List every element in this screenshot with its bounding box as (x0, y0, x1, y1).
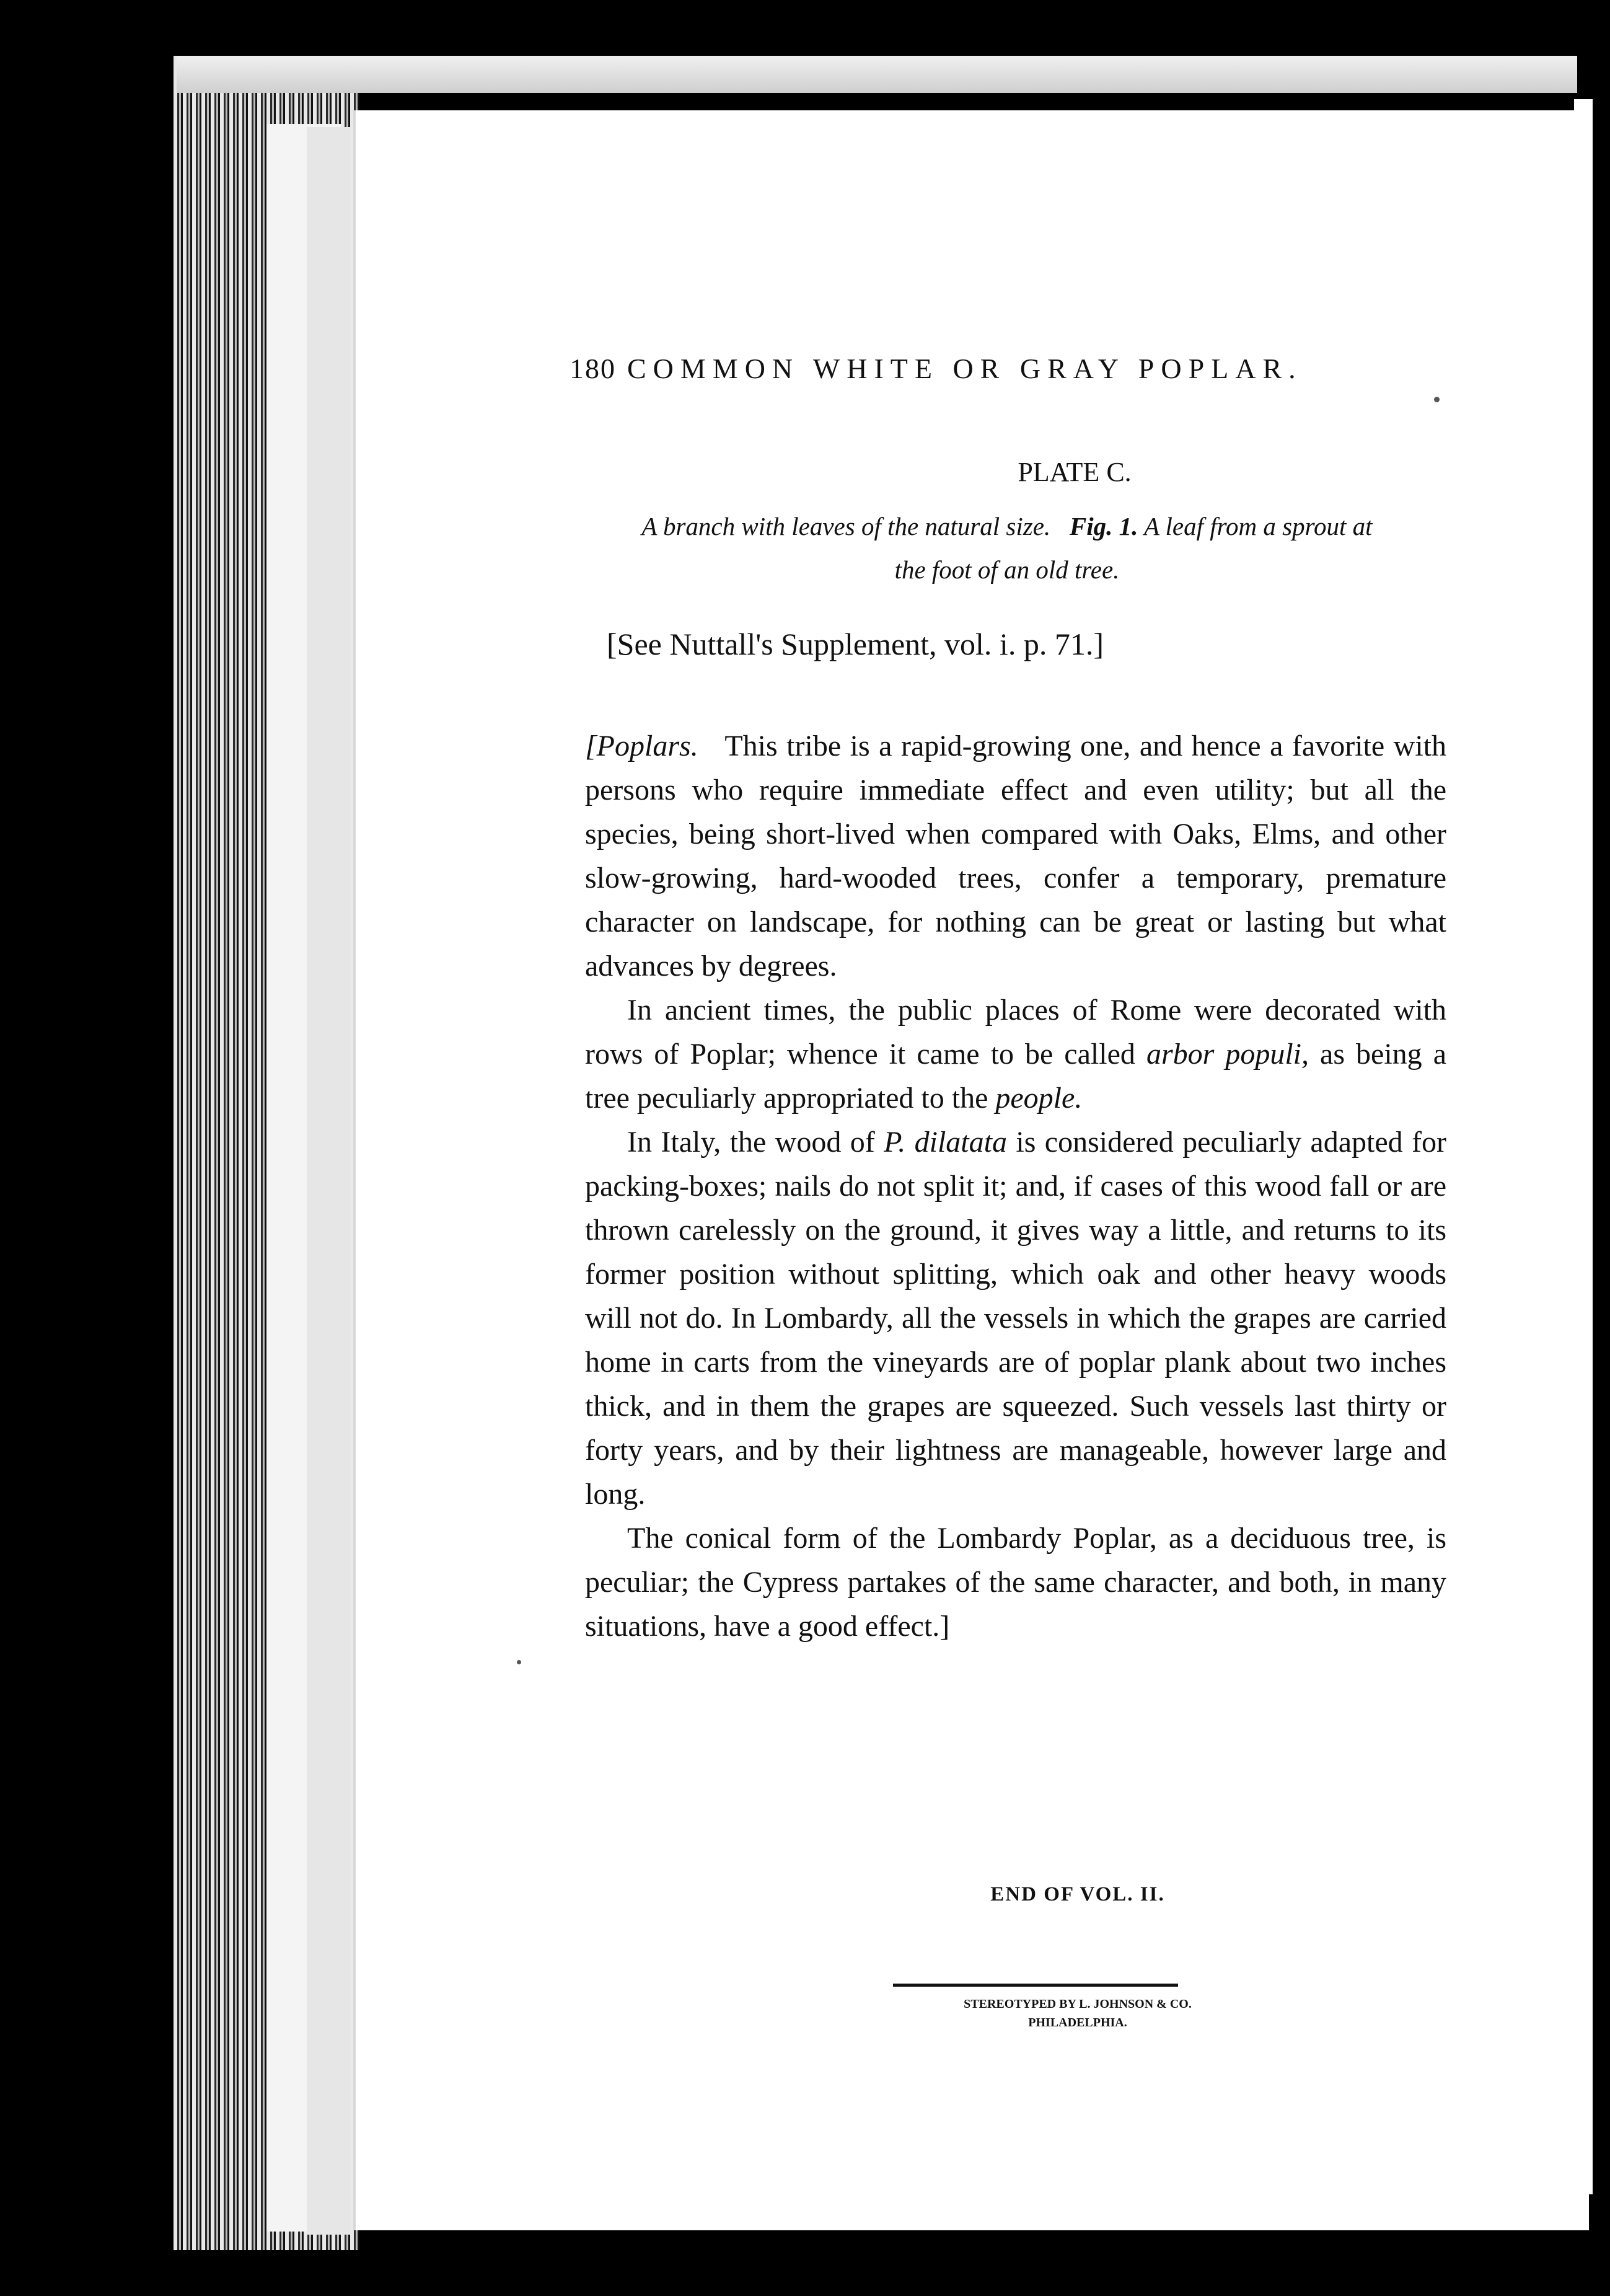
body-text (585, 724, 1446, 1648)
paragraph-lead: [Poplars. (585, 730, 698, 762)
speck-mark (517, 1660, 521, 1664)
plate-title: PLATE C. (1018, 457, 1132, 487)
printer-imprint (356, 1995, 1589, 2032)
paragraph-2-text-b: as being a tree peculiarly appropriated to the (585, 1038, 1447, 1115)
running-head (570, 352, 1303, 385)
plate-caption (570, 505, 1445, 591)
paragraph-2-text-a: In ancient times, the public places of Rome were decorated with rows of Poplar; whence it came to be called (585, 994, 1446, 1071)
running-head-title: COMMON WHITE OR GRAY POPLAR. (627, 353, 1303, 384)
imprint-rule (893, 1984, 1178, 1987)
paragraph-3-text-a: In Italy, the wood of (627, 1126, 875, 1159)
paragraph-2-italic-b: people. (995, 1082, 1083, 1115)
reference-note: [See Nuttall's Supplement, vol. i. p. 71.] (607, 627, 1104, 661)
paragraph-4-text: The conical form of the Lombardy Poplar, as a deciduous tree, is peculiar; the Cypress partakes of the same character, and both, in many situations, have a good effect.] (585, 1522, 1446, 1643)
paragraph-2-italic-a: arbor populi, (1146, 1038, 1309, 1071)
paragraph-poplars (585, 724, 1446, 988)
speck-mark (1434, 397, 1440, 402)
imprint-line-2: PHILADELPHIA. (1028, 2016, 1127, 2029)
paragraph-3-text-b: is considered peculiarly adapted for packing-boxes; nails do not split it; and, if cases of this wood fall or are thrown carelessly on the ground, it gives way a little, and returns to its former position without splitting, which oak and other heavy woods will not do. In Lombardy, all the vessels in which the grapes are carried home in carts from the vineyards are of poplar plank about two inches thick, and in them the grapes are squeezed. Such vessels last thirty or forty years, and by their lightness are manageable, however large and long. (585, 1126, 1447, 1511)
paragraph-1-text: This tribe is a rapid-growing one, and hence a favorite with persons who require immediate effect and even utility; but all the species, being short-lived when compared with Oaks, Elms, and other slow-growing, hard-wooded trees, confer a temporary, premature character on landscape, for nothing can be great or lasting but what advances by degrees. (585, 730, 1446, 982)
page-shadow-strip-inner (307, 127, 350, 2235)
paragraph-rome (585, 988, 1446, 1120)
caption-fig-label: Fig. 1. (1069, 512, 1138, 541)
imprint-line-1: STEREOTYPED BY L. JOHNSON & CO. (964, 1997, 1192, 2011)
paragraph-lombardy (585, 1516, 1446, 1648)
page-edge-top (177, 56, 1577, 93)
caption-leaf: A leaf from a sprout at (1143, 512, 1373, 541)
book-page (353, 110, 1589, 2230)
caption-branch: A branch with leaves of the natural size. (641, 512, 1051, 541)
paragraph-italy (585, 1120, 1446, 1516)
caption-line-2: the foot of an old tree. (894, 555, 1120, 584)
page-number: 180 (570, 353, 616, 384)
paragraph-3-italic: P. dilatata (884, 1126, 1007, 1159)
end-of-volume: END OF VOL. II. (990, 1883, 1165, 1905)
